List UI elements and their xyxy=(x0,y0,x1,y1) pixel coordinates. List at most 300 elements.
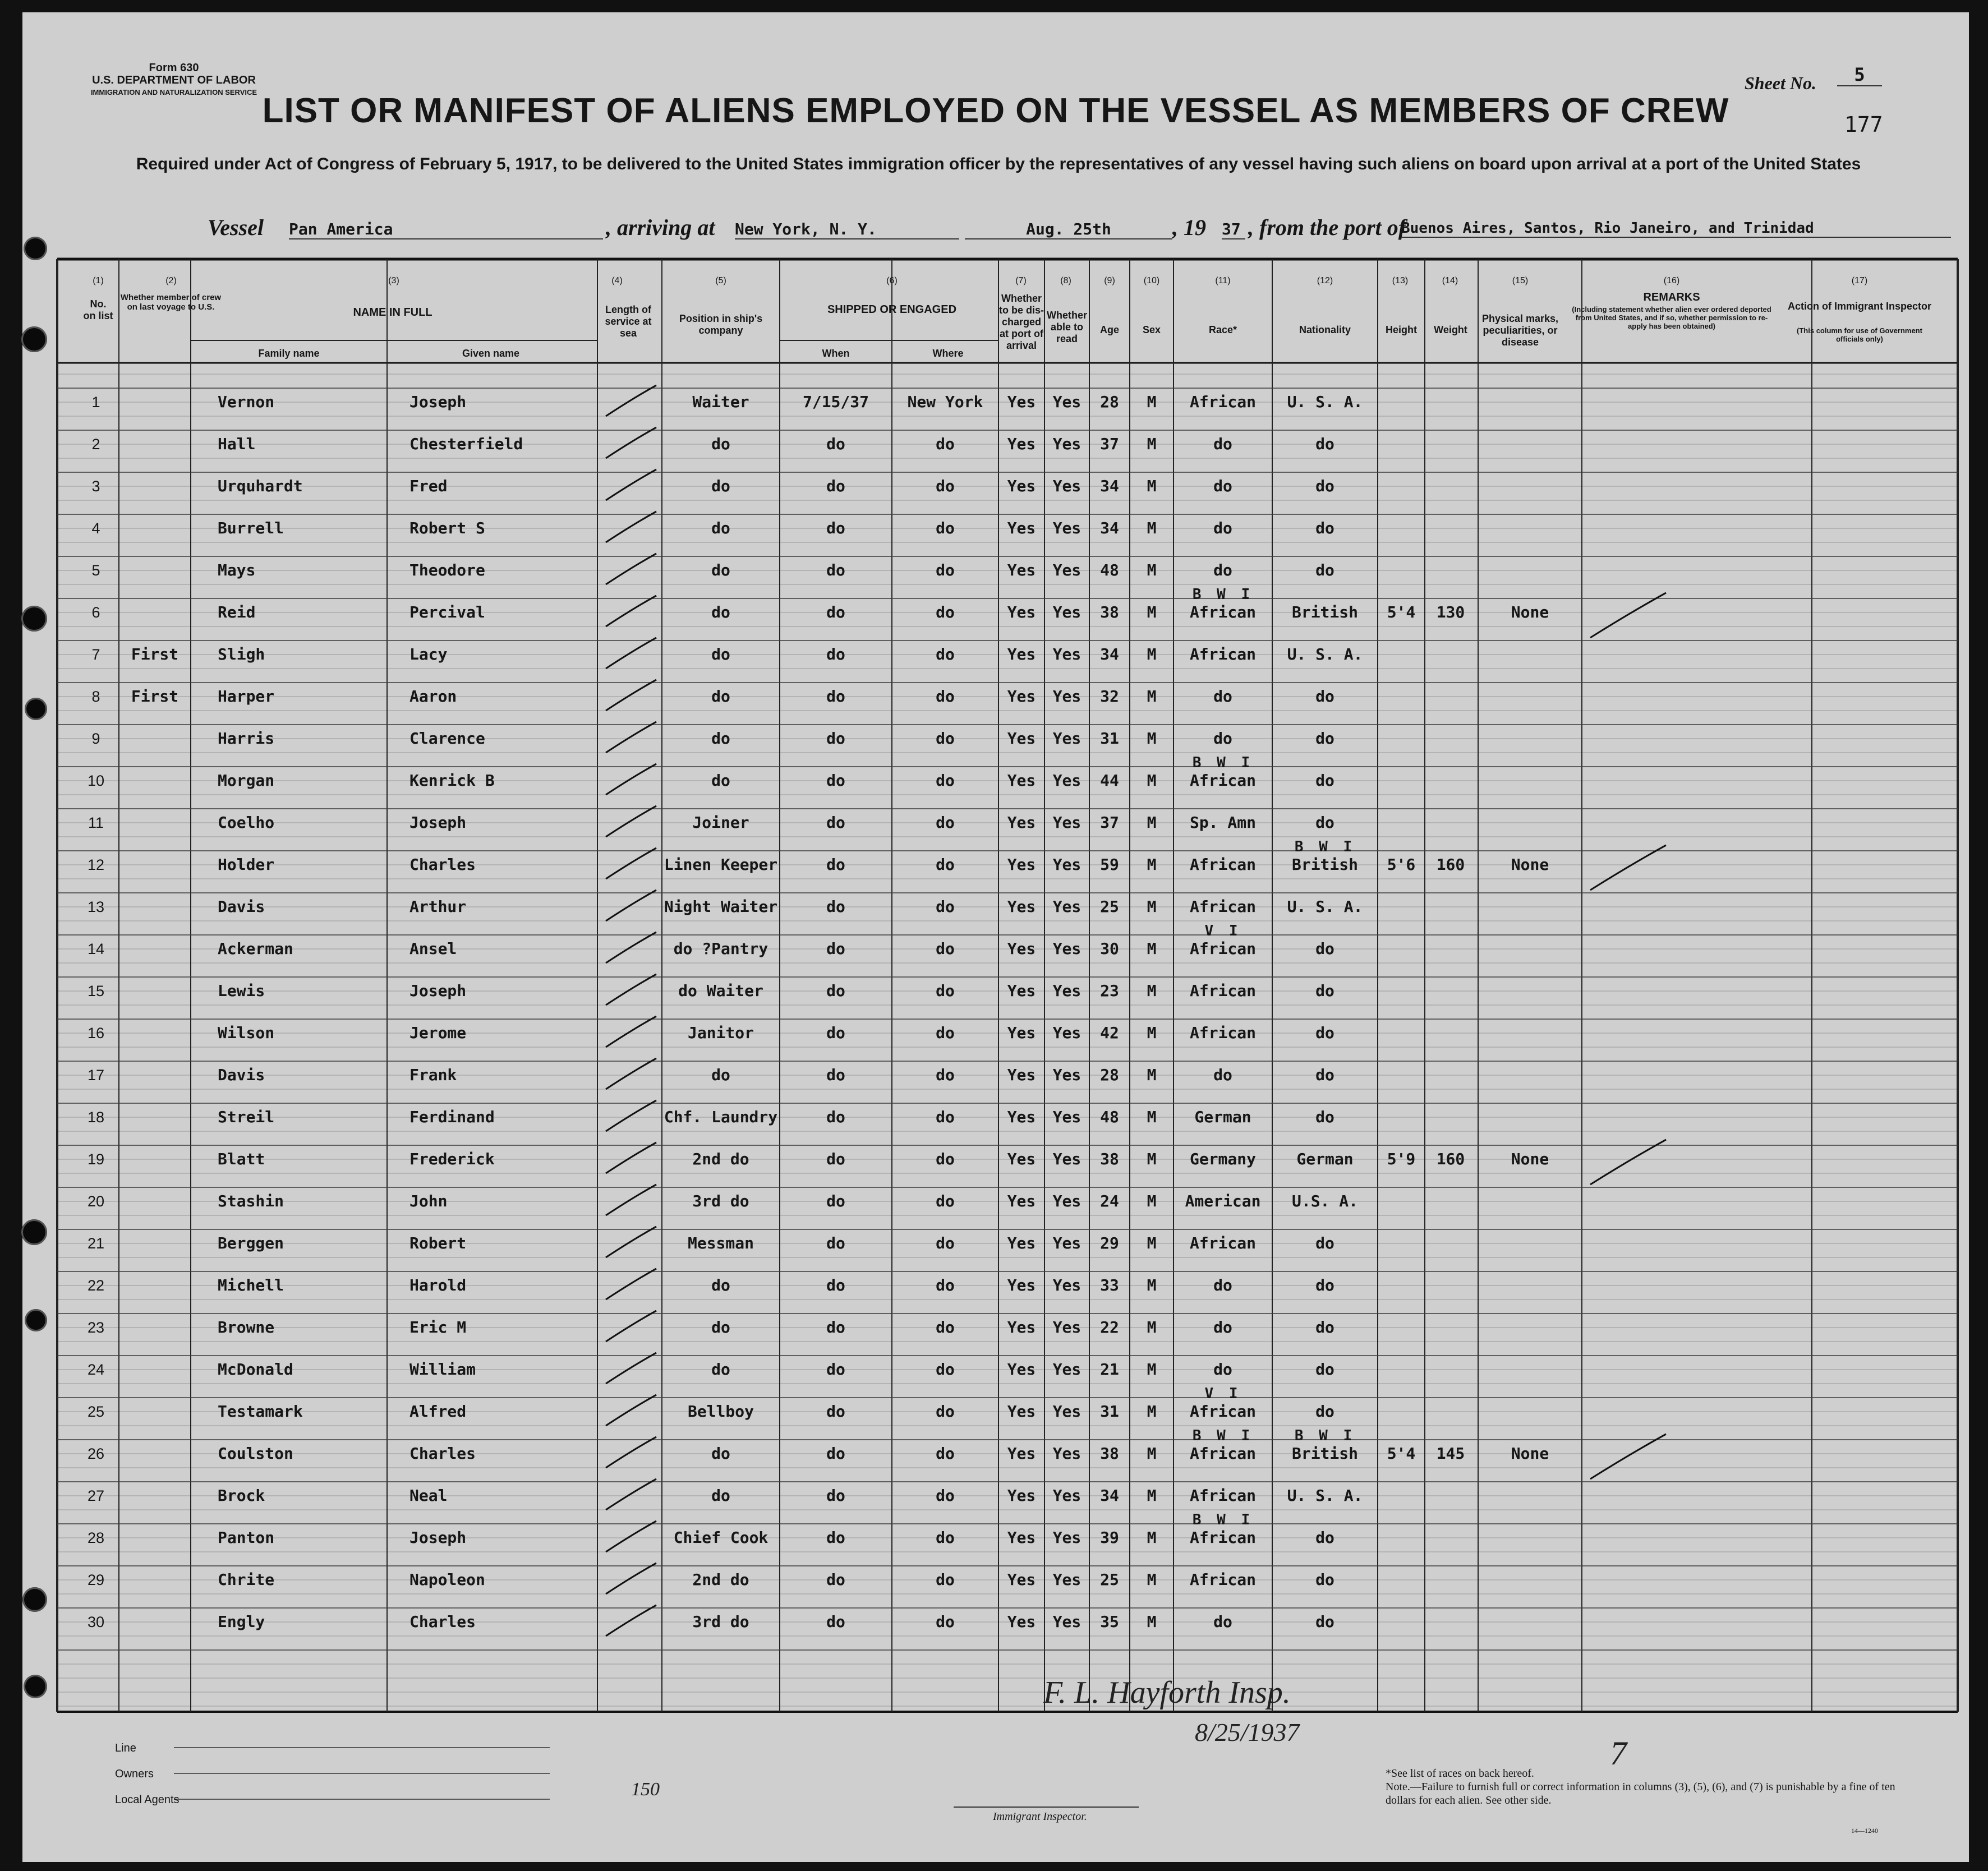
sex: M xyxy=(1147,897,1157,916)
family-name: Blatt xyxy=(218,1150,265,1168)
age: 32 xyxy=(1100,687,1119,706)
age: 34 xyxy=(1100,645,1119,663)
family-name: Sligh xyxy=(218,645,265,663)
discharged: Yes xyxy=(1007,1024,1036,1042)
vessel-label: Vessel xyxy=(208,215,264,240)
remarks-tick-mark xyxy=(1590,593,1666,638)
race: do xyxy=(1213,1360,1232,1379)
shipped-where: do xyxy=(936,1402,955,1421)
given-name: Kenrick B xyxy=(409,771,495,790)
race: African xyxy=(1189,1234,1256,1252)
physical-marks: None xyxy=(1511,603,1549,621)
col14-number: (14) xyxy=(1442,276,1458,285)
race-annotation: B W I xyxy=(1192,1427,1254,1444)
age: 22 xyxy=(1100,1318,1119,1337)
race: do xyxy=(1213,435,1232,453)
race: Sp. Amn xyxy=(1189,813,1256,832)
service-check-mark xyxy=(606,1269,656,1299)
nationality: do xyxy=(1315,435,1334,453)
sex: M xyxy=(1147,1276,1157,1294)
shipped-where: do xyxy=(936,1150,955,1168)
family-name: Streil xyxy=(218,1108,275,1126)
row-number: 12 xyxy=(87,856,105,873)
row-number: 23 xyxy=(87,1319,105,1336)
family-name: Davis xyxy=(218,1066,265,1084)
row-number: 11 xyxy=(88,814,104,831)
age: 25 xyxy=(1100,897,1119,916)
col16-header: REMARKS xyxy=(1643,291,1700,303)
given-name: Harold xyxy=(409,1276,467,1294)
sheet-number-label: Sheet No. xyxy=(1745,73,1816,93)
row-number: 30 xyxy=(87,1614,105,1630)
row-number: 3 xyxy=(91,478,100,495)
col6-header: SHIPPED OR ENGAGED xyxy=(827,303,957,316)
sex: M xyxy=(1147,813,1157,832)
given-name: Alfred xyxy=(409,1402,467,1421)
nationality: British xyxy=(1291,603,1358,621)
row-number: 17 xyxy=(87,1067,105,1084)
race-annotation: V I xyxy=(1204,1385,1241,1402)
able-to-read: Yes xyxy=(1052,1192,1082,1210)
race: African xyxy=(1189,1486,1256,1505)
age: 34 xyxy=(1100,1486,1119,1505)
form-department: U.S. DEPARTMENT OF LABOR xyxy=(92,74,256,86)
nationality: do xyxy=(1315,771,1334,790)
height: 5'4 xyxy=(1387,603,1416,621)
discharged: Yes xyxy=(1007,1570,1036,1589)
age: 30 xyxy=(1100,939,1119,958)
shipped-when: do xyxy=(826,561,845,579)
row-number: 28 xyxy=(87,1529,105,1546)
given-name: Eric M xyxy=(409,1318,467,1337)
shipped-when: do xyxy=(826,1318,845,1337)
punch-hole xyxy=(22,1587,47,1612)
row-number: 4 xyxy=(91,520,100,537)
service-check-mark xyxy=(606,469,656,500)
service-check-mark xyxy=(606,1227,656,1257)
shipped-when: do xyxy=(826,1066,845,1084)
nationality: U. S. A. xyxy=(1287,645,1363,663)
print-code: 14—1240 xyxy=(1851,1827,1878,1835)
age: 21 xyxy=(1100,1360,1119,1379)
col3-given-header: Given name xyxy=(462,348,520,359)
service-check-mark xyxy=(606,1100,656,1131)
sex: M xyxy=(1147,1570,1157,1589)
col3-header: NAME IN FULL xyxy=(353,306,432,319)
race: African xyxy=(1189,897,1256,916)
shipped-when: do xyxy=(826,1444,845,1463)
sex: M xyxy=(1147,477,1157,495)
shipped-where: do xyxy=(936,435,955,453)
discharged: Yes xyxy=(1007,603,1036,621)
sex: M xyxy=(1147,1360,1157,1379)
race: African xyxy=(1189,1528,1256,1547)
family-name: Engly xyxy=(218,1612,265,1631)
race: African xyxy=(1189,1570,1256,1589)
position: do xyxy=(711,645,730,663)
able-to-read: Yes xyxy=(1052,897,1082,916)
position: Waiter xyxy=(692,393,749,411)
col7-header: Whether to be dis-charged at port of arrival xyxy=(999,293,1044,351)
sex: M xyxy=(1147,1528,1157,1547)
position: do xyxy=(711,561,730,579)
discharged: Yes xyxy=(1007,393,1036,411)
shipped-where: do xyxy=(936,981,955,1000)
given-name: Joseph xyxy=(409,813,467,832)
given-name: Percival xyxy=(409,603,485,621)
col17-note: (This column for use of Government officials only) xyxy=(1797,326,1922,343)
discharged: Yes xyxy=(1007,1612,1036,1631)
able-to-read: Yes xyxy=(1052,1234,1082,1252)
col13-number: (13) xyxy=(1392,276,1409,285)
footer-line-label: Line xyxy=(115,1742,136,1754)
able-to-read: Yes xyxy=(1052,813,1082,832)
position: do xyxy=(711,435,730,453)
shipped-where: do xyxy=(936,1192,955,1210)
age: 34 xyxy=(1100,519,1119,537)
able-to-read: Yes xyxy=(1052,1444,1082,1463)
given-name: Fred xyxy=(409,477,448,495)
age: 38 xyxy=(1100,1150,1119,1168)
row-number: 18 xyxy=(87,1109,105,1126)
race: do xyxy=(1213,1318,1232,1337)
given-name: Frederick xyxy=(409,1150,495,1168)
able-to-read: Yes xyxy=(1052,981,1082,1000)
shipped-where: do xyxy=(936,687,955,706)
service-check-mark xyxy=(606,848,656,879)
shipped-when: do xyxy=(826,1108,845,1126)
sex: M xyxy=(1147,939,1157,958)
able-to-read: Yes xyxy=(1052,477,1082,495)
col9-header: Age xyxy=(1099,324,1119,335)
discharged: Yes xyxy=(1007,1234,1036,1252)
able-to-read: Yes xyxy=(1052,1318,1082,1337)
family-name: Urquhardt xyxy=(218,477,303,495)
age: 35 xyxy=(1100,1612,1119,1631)
row-number: 20 xyxy=(87,1193,105,1210)
family-name: Vernon xyxy=(218,393,275,411)
able-to-read: Yes xyxy=(1052,1612,1082,1631)
shipped-when: do xyxy=(826,939,845,958)
shipped-where: do xyxy=(936,561,955,579)
margin-note: 150 xyxy=(631,1779,660,1800)
position: Chf. Laundry xyxy=(664,1108,778,1126)
nationality: U. S. A. xyxy=(1287,393,1363,411)
able-to-read: Yes xyxy=(1052,729,1082,748)
service-check-mark xyxy=(606,722,656,753)
col8-header: Whether able to read xyxy=(1047,310,1087,344)
family-name: Browne xyxy=(218,1318,275,1337)
shipped-where: do xyxy=(936,897,955,916)
service-check-mark xyxy=(606,1016,656,1047)
shipped-when: do xyxy=(826,771,845,790)
age: 48 xyxy=(1100,561,1119,579)
footer-agents-label: Local Agents xyxy=(115,1794,180,1806)
row-number: 7 xyxy=(91,646,100,663)
prev-voyage: First xyxy=(131,645,179,663)
position: Bellboy xyxy=(687,1402,754,1421)
nationality: U. S. A. xyxy=(1287,1486,1363,1505)
margin-mark: 7 xyxy=(1610,1735,1627,1772)
sex: M xyxy=(1147,1234,1157,1252)
col6-number: (6) xyxy=(886,276,898,285)
remarks-tick-mark xyxy=(1590,1434,1666,1479)
given-name: Frank xyxy=(409,1066,457,1084)
discharged: Yes xyxy=(1007,939,1036,958)
arriving-port: New York, N. Y. xyxy=(735,220,959,239)
race: African xyxy=(1189,1444,1256,1463)
punch-hole xyxy=(25,698,47,720)
shipped-where: do xyxy=(936,939,955,958)
race: do xyxy=(1213,561,1232,579)
service-check-mark xyxy=(606,1353,656,1384)
family-name: Michell xyxy=(218,1276,284,1294)
shipped-where: do xyxy=(936,729,955,748)
family-name: Coulston xyxy=(218,1444,293,1463)
age: 42 xyxy=(1100,1024,1119,1042)
physical-marks: None xyxy=(1511,1150,1549,1168)
nationality: British xyxy=(1291,855,1358,874)
race: do xyxy=(1213,1276,1232,1294)
given-name: Napoleon xyxy=(409,1570,485,1589)
service-check-mark xyxy=(606,932,656,963)
service-check-mark xyxy=(606,1605,656,1636)
service-check-mark xyxy=(606,1563,656,1594)
discharged: Yes xyxy=(1007,1066,1036,1084)
row-number: 10 xyxy=(87,772,105,789)
able-to-read: Yes xyxy=(1052,1024,1082,1042)
family-name: Morgan xyxy=(218,771,275,790)
family-name: Chrite xyxy=(218,1570,275,1589)
shipped-when: do xyxy=(826,1360,845,1379)
service-check-mark xyxy=(606,1311,656,1342)
able-to-read: Yes xyxy=(1052,393,1082,411)
age: 23 xyxy=(1100,981,1119,1000)
row-number: 21 xyxy=(87,1235,105,1252)
shipped-when: do xyxy=(826,1486,845,1505)
row-number: 19 xyxy=(87,1151,105,1168)
given-name: Charles xyxy=(409,855,476,874)
family-name: Berggen xyxy=(218,1234,284,1252)
discharged: Yes xyxy=(1007,813,1036,832)
shipped-when: do xyxy=(826,687,845,706)
row-number: 27 xyxy=(87,1487,105,1504)
race-annotation: B W I xyxy=(1192,586,1254,603)
able-to-read: Yes xyxy=(1052,855,1082,874)
age: 33 xyxy=(1100,1276,1119,1294)
given-name: Charles xyxy=(409,1444,476,1463)
shipped-where: do xyxy=(936,1276,955,1294)
given-name: Neal xyxy=(409,1486,448,1505)
footer-owners-label: Owners xyxy=(115,1768,154,1780)
discharged: Yes xyxy=(1007,1402,1036,1421)
weight: 160 xyxy=(1436,855,1465,874)
able-to-read: Yes xyxy=(1052,561,1082,579)
sex: M xyxy=(1147,981,1157,1000)
nationality: do xyxy=(1315,1066,1334,1084)
form-number: Form 630 xyxy=(149,62,199,74)
nationality: British xyxy=(1291,1444,1358,1463)
shipped-where: do xyxy=(936,1360,955,1379)
discharged: Yes xyxy=(1007,981,1036,1000)
sex: M xyxy=(1147,687,1157,706)
able-to-read: Yes xyxy=(1052,519,1082,537)
given-name: Ferdinand xyxy=(409,1108,495,1126)
shipped-when: do xyxy=(826,1402,845,1421)
sex: M xyxy=(1147,729,1157,748)
shipped-when: do xyxy=(826,1612,845,1631)
shipped-when: do xyxy=(826,1150,845,1168)
able-to-read: Yes xyxy=(1052,435,1082,453)
able-to-read: Yes xyxy=(1052,1066,1082,1084)
col7-number: (7) xyxy=(1015,276,1027,285)
nationality-annotation: B W I xyxy=(1294,838,1356,855)
race: African xyxy=(1189,981,1256,1000)
family-name: Wilson xyxy=(218,1024,275,1042)
discharged: Yes xyxy=(1007,1318,1036,1337)
service-check-mark xyxy=(606,974,656,1005)
able-to-read: Yes xyxy=(1052,1150,1082,1168)
service-check-mark xyxy=(606,1142,656,1173)
sex: M xyxy=(1147,855,1157,874)
position: Messman xyxy=(687,1234,754,1252)
sex: M xyxy=(1147,561,1157,579)
discharged: Yes xyxy=(1007,1192,1036,1210)
shipped-when: do xyxy=(826,519,845,537)
col16-note: (Including statement whether alien ever ordered deported from United States, and if so, whether permission to re-apply has been obtained) xyxy=(1572,305,1771,330)
col15-number: (15) xyxy=(1512,276,1529,285)
discharged: Yes xyxy=(1007,477,1036,495)
col14-header: Weight xyxy=(1434,324,1467,335)
col5-number: (5) xyxy=(715,276,726,285)
nationality: do xyxy=(1315,1108,1334,1126)
position: do xyxy=(711,477,730,495)
shipped-where: do xyxy=(936,1066,955,1084)
age: 25 xyxy=(1100,1570,1119,1589)
service-check-mark xyxy=(606,1058,656,1089)
race: African xyxy=(1189,939,1256,958)
discharged: Yes xyxy=(1007,771,1036,790)
race: do xyxy=(1213,477,1232,495)
service-check-mark xyxy=(606,596,656,626)
able-to-read: Yes xyxy=(1052,1402,1082,1421)
service-check-mark xyxy=(606,806,656,837)
given-name: Joseph xyxy=(409,1528,467,1547)
position: do xyxy=(711,1444,730,1463)
family-name: Davis xyxy=(218,897,265,916)
nationality: do xyxy=(1315,813,1334,832)
row-number: 16 xyxy=(87,1025,105,1042)
able-to-read: Yes xyxy=(1052,939,1082,958)
shipped-where: do xyxy=(936,771,955,790)
shipped-where: do xyxy=(936,645,955,663)
age: 34 xyxy=(1100,477,1119,495)
nationality: U. S. A. xyxy=(1287,897,1363,916)
discharged: Yes xyxy=(1007,1276,1036,1294)
position: Linen Keeper xyxy=(664,855,778,874)
age: 29 xyxy=(1100,1234,1119,1252)
nationality: do xyxy=(1315,1318,1334,1337)
service-check-mark xyxy=(606,1395,656,1426)
race: do xyxy=(1213,1066,1232,1084)
able-to-read: Yes xyxy=(1052,1570,1082,1589)
col11-header: Race* xyxy=(1208,324,1237,335)
race: Germany xyxy=(1189,1150,1256,1168)
service-check-mark xyxy=(606,385,656,416)
shipped-where: do xyxy=(936,1528,955,1547)
discharged: Yes xyxy=(1007,855,1036,874)
nationality: German xyxy=(1296,1150,1354,1168)
family-name: Mays xyxy=(218,561,256,579)
sex: M xyxy=(1147,1486,1157,1505)
row-number: 9 xyxy=(91,730,100,747)
footer-inspector-label: Immigrant Inspector. xyxy=(993,1810,1087,1823)
race: German xyxy=(1194,1108,1251,1126)
age: 31 xyxy=(1100,729,1119,748)
race: African xyxy=(1189,1024,1256,1042)
service-check-mark xyxy=(606,680,656,711)
family-name: Ackerman xyxy=(218,939,293,958)
punch-hole xyxy=(21,1219,47,1245)
punch-hole xyxy=(21,606,47,632)
sex: M xyxy=(1147,603,1157,621)
service-check-mark xyxy=(606,1479,656,1510)
col6-when-header: When xyxy=(822,348,850,359)
discharged: Yes xyxy=(1007,1150,1036,1168)
manifest-sheet xyxy=(22,12,1969,1862)
col4-header: Length of service at sea xyxy=(605,304,652,339)
shipped-when: do xyxy=(826,1024,845,1042)
year-prefix: , 19 xyxy=(1172,215,1206,240)
row-number: 24 xyxy=(87,1361,105,1378)
discharged: Yes xyxy=(1007,897,1036,916)
discharged: Yes xyxy=(1007,1108,1036,1126)
shipped-where: do xyxy=(936,1486,955,1505)
service-check-mark xyxy=(606,890,656,921)
nationality: do xyxy=(1315,1276,1334,1294)
race: African xyxy=(1189,603,1256,621)
given-name: Joseph xyxy=(409,393,467,411)
race: do xyxy=(1213,519,1232,537)
race: do xyxy=(1213,1612,1232,1631)
family-name: Stashin xyxy=(218,1192,284,1210)
col6-where-header: Where xyxy=(932,348,964,359)
discharged: Yes xyxy=(1007,729,1036,748)
given-name: Ansel xyxy=(409,939,457,958)
given-name: John xyxy=(409,1192,448,1210)
family-name: Holder xyxy=(218,855,275,874)
nationality: do xyxy=(1315,1024,1334,1042)
nationality: do xyxy=(1315,477,1334,495)
shipped-when: do xyxy=(826,603,845,621)
given-name: Lacy xyxy=(409,645,448,663)
position: do xyxy=(711,1066,730,1084)
age: 28 xyxy=(1100,1066,1119,1084)
family-name: Testamark xyxy=(218,1402,303,1421)
physical-marks: None xyxy=(1511,855,1549,874)
shipped-when: do xyxy=(826,897,845,916)
row-number: 25 xyxy=(87,1403,105,1420)
shipped-when: do xyxy=(826,729,845,748)
col17-header: Action of Immigrant Inspector xyxy=(1787,301,1932,312)
nationality: do xyxy=(1315,1612,1334,1631)
race-annotation: B W I xyxy=(1192,754,1254,771)
row-number: 14 xyxy=(87,941,105,957)
shipped-where: do xyxy=(936,1024,955,1042)
col10-header: Sex xyxy=(1142,324,1161,335)
able-to-read: Yes xyxy=(1052,771,1082,790)
discharged: Yes xyxy=(1007,435,1036,453)
